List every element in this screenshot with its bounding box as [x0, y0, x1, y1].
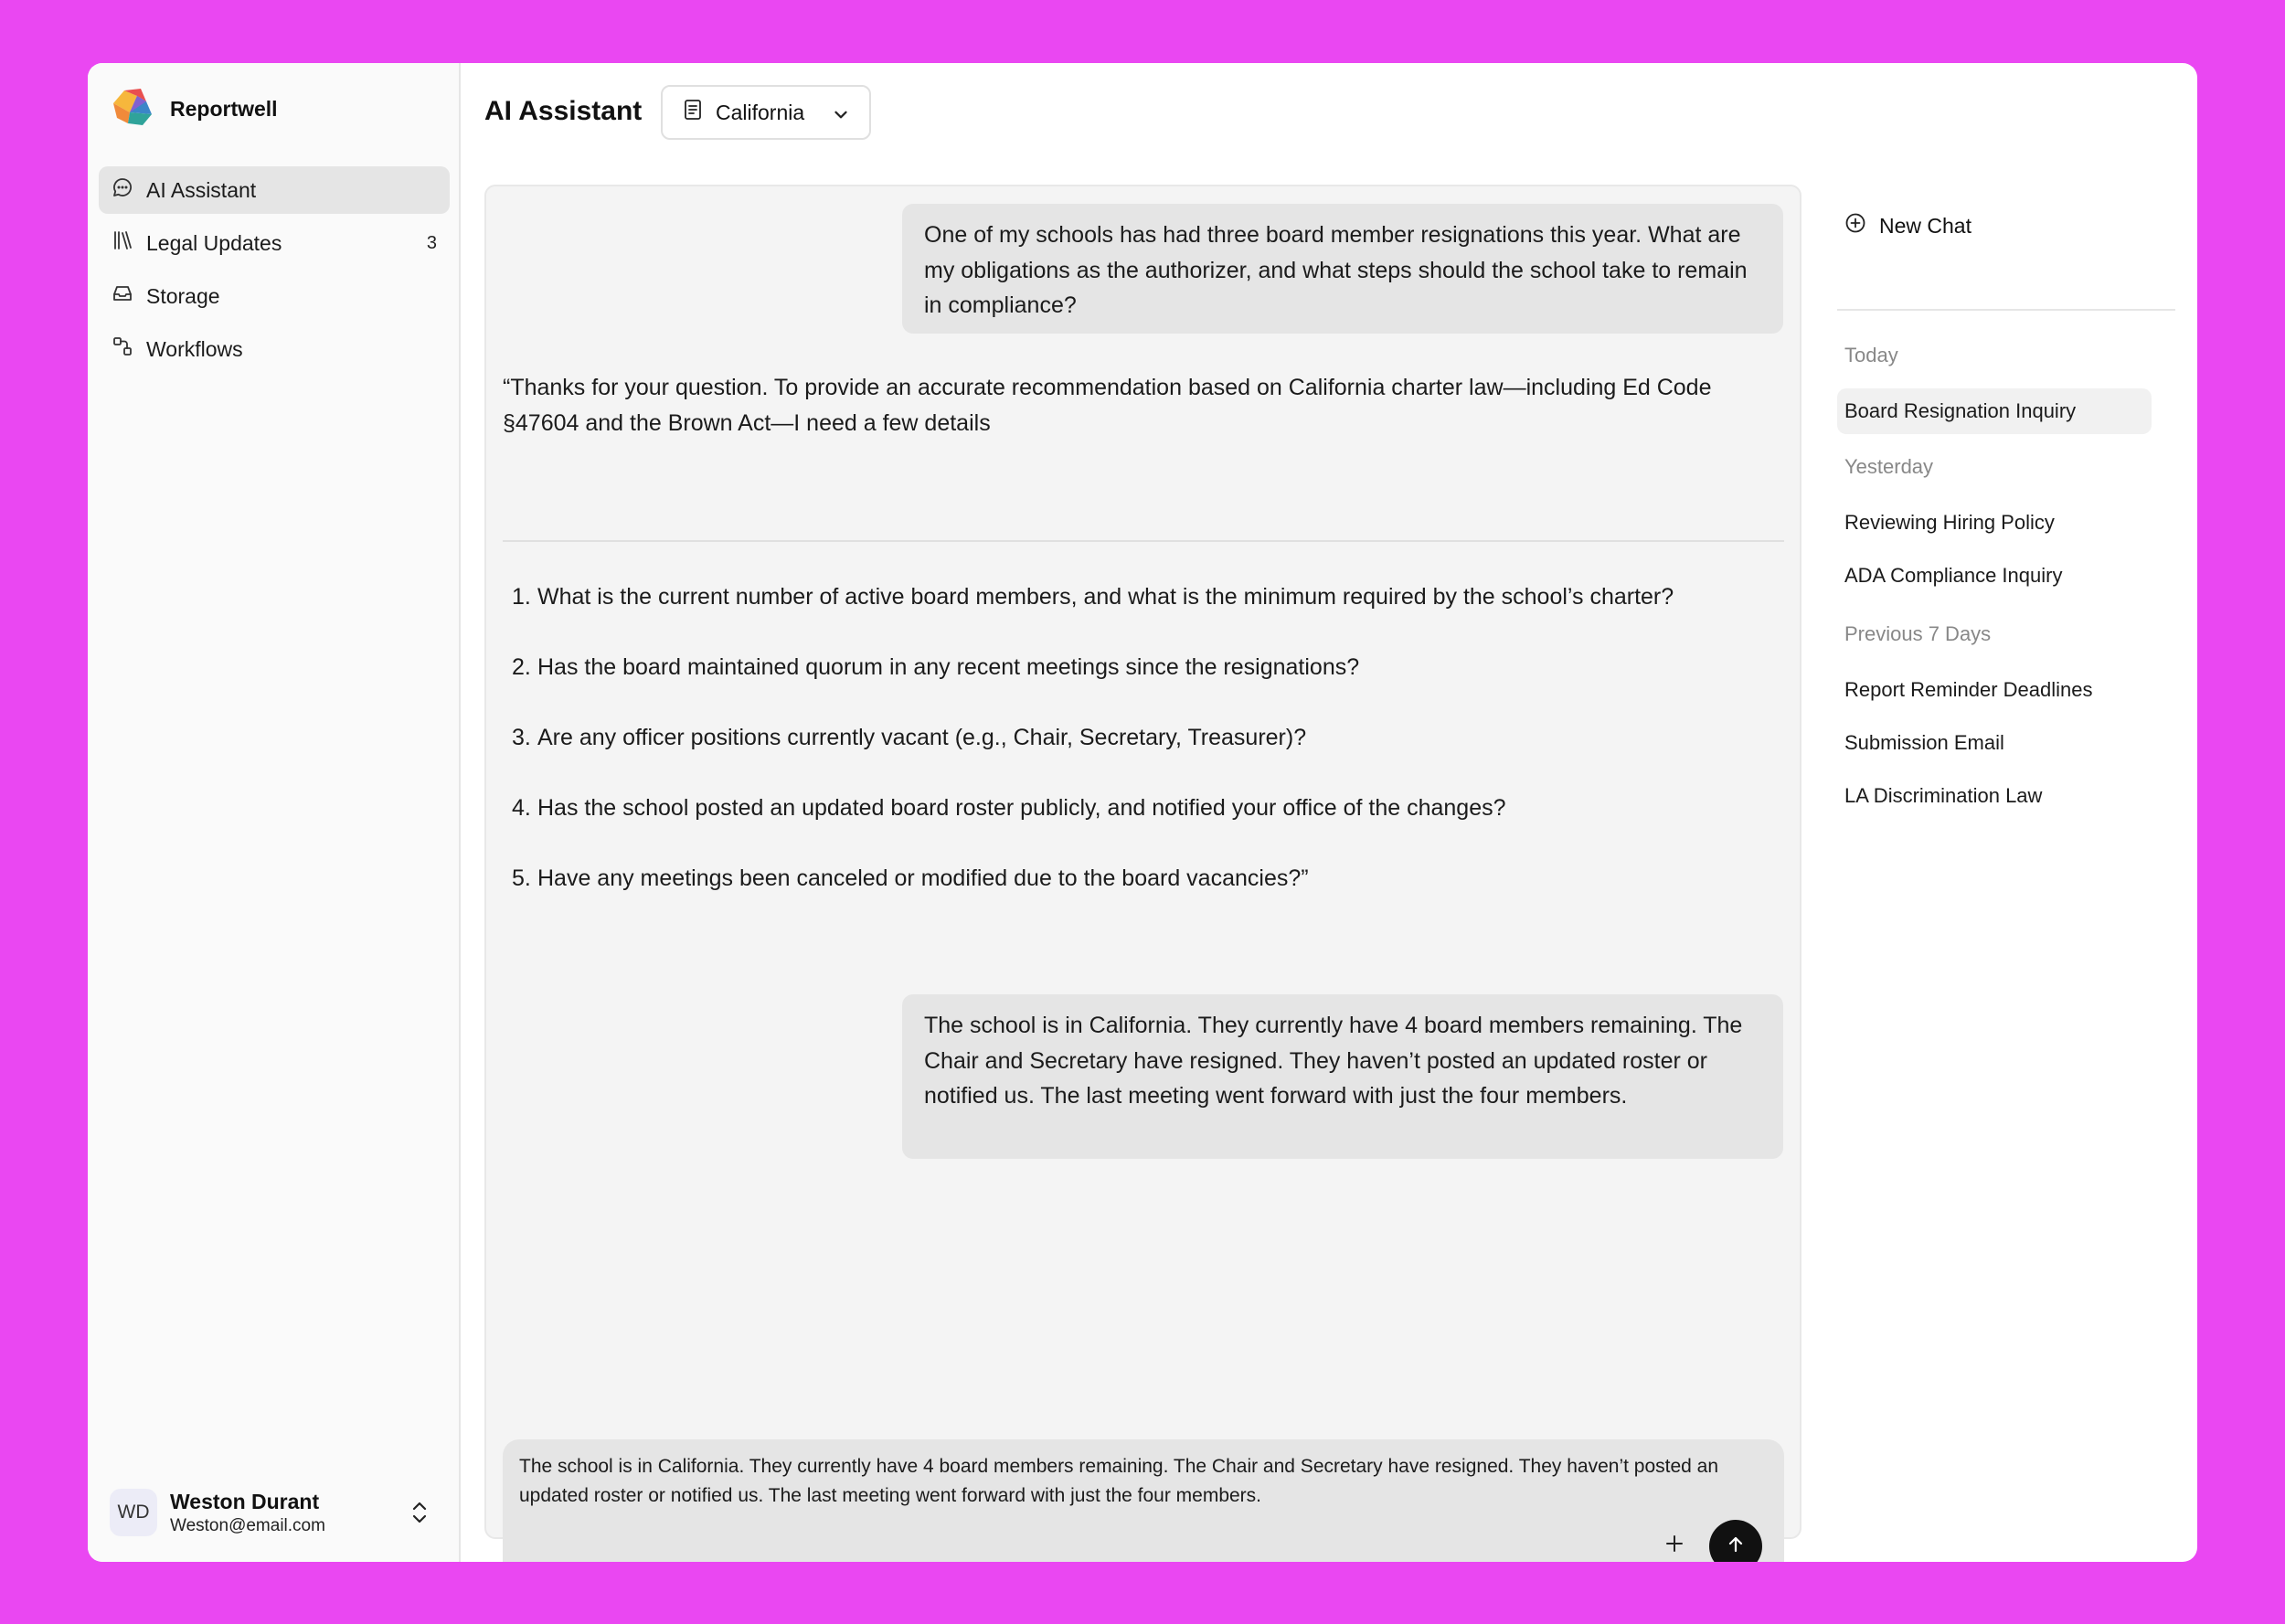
list-item-number: 5. — [512, 865, 531, 891]
history-section-today: Today — [1844, 344, 1898, 366]
state-select-value: California — [716, 100, 805, 124]
workflow-icon — [112, 335, 133, 363]
chevron-down-icon — [831, 103, 849, 122]
document-icon — [683, 99, 703, 126]
list-item — [503, 650, 1782, 720]
list-item — [503, 579, 1782, 650]
sidebar-item-ai-assistant[interactable] — [99, 166, 450, 214]
sidebar-item-label: Storage — [146, 283, 220, 308]
arrow-up-icon — [1725, 1534, 1747, 1560]
chat-bubble-icon — [112, 176, 133, 204]
sidebar-item-legal-updates[interactable] — [99, 219, 450, 267]
history-section-yesterday: Yesterday — [1844, 455, 1934, 478]
assistant-message: “Thanks for your question. To provide an accurate recommendation based on California charter law—including Ed Code §47604 and the Brown Act—I need a few details — [503, 375, 1712, 436]
sidebar-item-label: Legal Updates — [146, 230, 282, 255]
sidebar-item-workflows[interactable] — [99, 325, 450, 373]
chat-panel — [484, 185, 1801, 1539]
brand-name: Reportwell — [170, 97, 278, 121]
sidebar-nav — [99, 166, 450, 378]
list-item-number: 2. — [512, 654, 531, 680]
page-title: AI Assistant — [484, 96, 643, 126]
reportwell-logo-icon — [110, 87, 157, 132]
history-item[interactable]: LA Discrimination Law — [1844, 784, 2043, 807]
list-item-number: 1. — [512, 584, 531, 610]
history-divider — [1837, 309, 2175, 311]
message-divider — [503, 540, 1784, 542]
history-item[interactable]: Report Reminder Deadlines — [1844, 678, 2093, 701]
list-item — [503, 791, 1782, 861]
sidebar-item-label: AI Assistant — [146, 177, 257, 202]
user-email: Weston@email.com — [170, 1515, 325, 1535]
list-item-text: Are any officer positions currently vacant (e.g., Chair, Secretary, Treasurer)? — [537, 725, 1307, 750]
list-item-text: Has the board maintained quorum in any recent meetings since the resignations? — [537, 654, 1360, 680]
send-button[interactable] — [1709, 1520, 1762, 1562]
assistant-question-list — [503, 579, 1782, 931]
list-item — [503, 720, 1782, 791]
chevron-up-down-icon[interactable] — [408, 1500, 431, 1525]
list-item-text: What is the current number of active board members, and what is the minimum required by the school’s charter? — [537, 584, 1674, 610]
user-message: One of my schools has had three board member resignations this year. What are my obligations as the authorizer, and what steps should the school take to remain in compliance? — [902, 204, 1783, 334]
new-chat-label: New Chat — [1879, 213, 1971, 238]
legal-updates-count-badge: 3 — [426, 232, 437, 253]
attach-button[interactable] — [1656, 1527, 1693, 1562]
history-item[interactable]: ADA Compliance Inquiry — [1844, 564, 2063, 587]
plus-icon — [1664, 1534, 1685, 1558]
message-composer — [503, 1439, 1784, 1562]
list-item-number: 3. — [512, 725, 531, 750]
user-message: The school is in California. They currently have 4 board members remaining. The Chair and Secretary have resigned. They haven’t posted an updated roster or notified us. The last meeting went forward with just the four members. — [902, 994, 1783, 1159]
sidebar — [88, 63, 461, 1562]
new-chat-button[interactable] — [1837, 203, 2175, 249]
list-item-number: 4. — [512, 795, 531, 821]
avatar: WD — [110, 1489, 157, 1536]
history-item[interactable]: Board Resignation Inquiry — [1837, 388, 2152, 434]
sidebar-item-label: Workflows — [146, 336, 243, 361]
message-input[interactable]: The school is in California. They currently have 4 board members remaining. The Chair and Secretary have resigned. They haven’t posted an updated roster or notified us. The last meeting went forward with just the four members. — [519, 1456, 1719, 1506]
inbox-icon — [112, 282, 133, 310]
list-item-text: Has the school posted an updated board roster publicly, and notified your office of the changes? — [537, 795, 1506, 821]
history-item[interactable]: Submission Email — [1844, 731, 2004, 754]
history-section-previous-7-days: Previous 7 Days — [1844, 622, 1992, 645]
user-info — [170, 1490, 325, 1536]
brand[interactable] — [110, 87, 278, 132]
app-window — [88, 63, 2197, 1562]
history-item[interactable]: Reviewing Hiring Policy — [1844, 511, 2055, 534]
sidebar-item-storage[interactable] — [99, 272, 450, 320]
user-name: Weston Durant — [170, 1489, 320, 1513]
user-account[interactable] — [110, 1487, 442, 1538]
list-item-text: Have any meetings been canceled or modified due to the board vacancies?” — [537, 865, 1309, 891]
list-item — [503, 861, 1782, 931]
plus-circle-icon — [1844, 212, 1866, 239]
state-select[interactable] — [661, 85, 871, 140]
library-icon — [112, 229, 133, 257]
